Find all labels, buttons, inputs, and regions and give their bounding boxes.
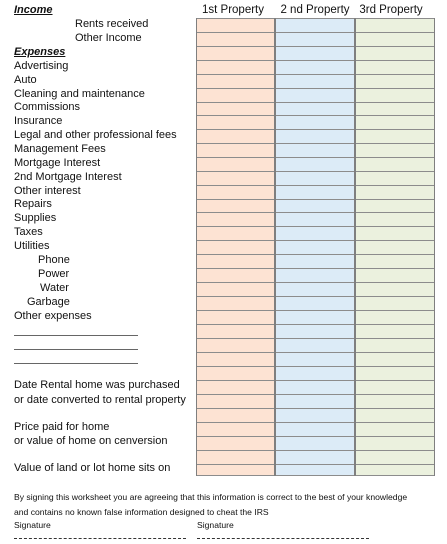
price-paid-label-2: or value of home on cenversion bbox=[14, 435, 168, 447]
grid-row-line bbox=[197, 171, 274, 172]
grid-row-line bbox=[197, 282, 274, 283]
grid-row-line bbox=[356, 310, 434, 311]
signature-line-left[interactable] bbox=[14, 538, 186, 539]
grid-row-line bbox=[356, 268, 434, 269]
expense-item: 2nd Mortgage Interest bbox=[14, 171, 122, 183]
grid-row-line bbox=[276, 185, 354, 186]
expense-item: Other interest bbox=[14, 185, 81, 197]
grid-row-line bbox=[276, 115, 354, 116]
expense-item: Management Fees bbox=[14, 143, 106, 155]
grid-row-line bbox=[197, 185, 274, 186]
grid-row-line bbox=[356, 394, 434, 395]
grid-row-line bbox=[276, 394, 354, 395]
grid-row-line bbox=[356, 254, 434, 255]
grid-row-line bbox=[197, 254, 274, 255]
grid-row-line bbox=[276, 157, 354, 158]
grid-row-line bbox=[276, 436, 354, 437]
grid-row-line bbox=[356, 199, 434, 200]
signature-line-right[interactable] bbox=[197, 538, 369, 539]
grid-row-line bbox=[356, 436, 434, 437]
grid-row-line bbox=[197, 450, 274, 451]
purchase-date-label: Date Rental home was purchased bbox=[14, 379, 180, 391]
expense-item: Auto bbox=[14, 74, 37, 86]
grid-row-line bbox=[276, 282, 354, 283]
grid-row-line bbox=[356, 212, 434, 213]
grid-row-line bbox=[356, 324, 434, 325]
grid-row-line bbox=[276, 450, 354, 451]
expense-item: Cleaning and maintenance bbox=[14, 88, 145, 100]
grid-row-line bbox=[197, 60, 274, 61]
grid-row-line bbox=[197, 157, 274, 158]
signature-label-right: Signature bbox=[197, 520, 234, 530]
grid-row-line bbox=[197, 352, 274, 353]
grid-row-line bbox=[276, 380, 354, 381]
grid-row-line bbox=[197, 380, 274, 381]
grid-row-line bbox=[276, 171, 354, 172]
grid-row-line bbox=[197, 436, 274, 437]
grid-row-line bbox=[356, 60, 434, 61]
grid-row-line bbox=[197, 475, 274, 476]
column-header-3: 3rd Property bbox=[359, 4, 423, 16]
grid-row-line bbox=[276, 143, 354, 144]
grid-row-line bbox=[356, 32, 434, 33]
signature-label-left: Signature bbox=[14, 520, 51, 530]
grid-row-line bbox=[276, 268, 354, 269]
purchase-date-label-2: or date converted to rental property bbox=[14, 394, 186, 406]
property-2-column[interactable] bbox=[275, 18, 355, 476]
grid-row-line bbox=[276, 324, 354, 325]
grid-row-line bbox=[356, 88, 434, 89]
grid-row-line bbox=[276, 129, 354, 130]
income-item: Rents received bbox=[75, 18, 149, 30]
grid-row-line bbox=[197, 102, 274, 103]
grid-row-line bbox=[276, 296, 354, 297]
grid-row-line bbox=[356, 282, 434, 283]
expense-item: Repairs bbox=[14, 198, 52, 210]
land-value-label: Value of land or lot home sits on bbox=[14, 462, 171, 474]
grid-row-line bbox=[356, 143, 434, 144]
grid-row-line bbox=[356, 366, 434, 367]
income-heading: Income bbox=[14, 4, 53, 16]
grid-row-line bbox=[197, 199, 274, 200]
expense-item: Taxes bbox=[14, 226, 43, 238]
grid-row-line bbox=[276, 310, 354, 311]
garbage-item: Garbage bbox=[27, 296, 70, 308]
grid-row-line bbox=[356, 18, 434, 19]
grid-row-line bbox=[276, 240, 354, 241]
utility-item: Phone bbox=[38, 254, 70, 266]
grid-row-line bbox=[276, 74, 354, 75]
blank-write-in-line[interactable] bbox=[14, 349, 138, 350]
grid-row-line bbox=[276, 60, 354, 61]
grid-row-line bbox=[356, 226, 434, 227]
grid-row-line bbox=[276, 88, 354, 89]
expenses-heading: Expenses bbox=[14, 46, 66, 58]
grid-row-line bbox=[356, 296, 434, 297]
grid-row-line bbox=[197, 32, 274, 33]
grid-row-line bbox=[276, 212, 354, 213]
grid-row-line bbox=[197, 18, 274, 19]
utility-item: Water bbox=[40, 282, 69, 294]
grid-row-line bbox=[276, 46, 354, 47]
agreement-text: By signing this worksheet you are agreeing that this information is correct to the best of your knowledge bbox=[14, 492, 408, 502]
grid-row-line bbox=[197, 366, 274, 367]
grid-row-line bbox=[356, 352, 434, 353]
expense-item: Supplies bbox=[14, 212, 57, 224]
grid-row-line bbox=[276, 254, 354, 255]
column-header-2: 2 nd Property bbox=[280, 4, 350, 16]
grid-row-line bbox=[276, 102, 354, 103]
grid-row-line bbox=[197, 226, 274, 227]
grid-row-line bbox=[356, 422, 434, 423]
expense-item: Legal and other professional fees bbox=[14, 129, 177, 141]
grid-row-line bbox=[356, 129, 434, 130]
expense-item: Commissions bbox=[14, 101, 81, 113]
grid-row-line bbox=[276, 352, 354, 353]
grid-row-line bbox=[197, 212, 274, 213]
property-1-column[interactable] bbox=[196, 18, 275, 476]
grid-row-line bbox=[197, 310, 274, 311]
expense-item: Mortgage Interest bbox=[14, 157, 101, 169]
expense-item: Advertising bbox=[14, 60, 69, 72]
price-paid-label: Price paid for home bbox=[14, 421, 110, 433]
grid-row-line bbox=[197, 268, 274, 269]
grid-row-line bbox=[356, 157, 434, 158]
grid-row-line bbox=[197, 338, 274, 339]
grid-row-line bbox=[356, 102, 434, 103]
grid-row-line bbox=[356, 115, 434, 116]
blank-write-in-line[interactable] bbox=[14, 363, 138, 364]
grid-row-line bbox=[356, 338, 434, 339]
grid-row-line bbox=[276, 338, 354, 339]
grid-row-line bbox=[276, 464, 354, 465]
grid-row-line bbox=[197, 240, 274, 241]
other-expenses-item: Other expenses bbox=[14, 310, 92, 322]
grid-row-line bbox=[197, 143, 274, 144]
grid-row-line bbox=[356, 464, 434, 465]
grid-row-line bbox=[276, 199, 354, 200]
grid-row-line bbox=[356, 475, 434, 476]
grid-row-line bbox=[197, 129, 274, 130]
grid-row-line bbox=[197, 422, 274, 423]
agreement-text-2: and contains no known false information designed to cheat the IRS bbox=[14, 507, 269, 517]
grid-row-line bbox=[356, 240, 434, 241]
grid-row-line bbox=[197, 74, 274, 75]
blank-write-in-line[interactable] bbox=[14, 335, 138, 336]
grid-row-line bbox=[356, 380, 434, 381]
grid-row-line bbox=[276, 422, 354, 423]
expense-item: Utilities bbox=[14, 240, 50, 252]
grid-row-line bbox=[356, 408, 434, 409]
grid-row-line bbox=[276, 408, 354, 409]
grid-row-line bbox=[276, 226, 354, 227]
grid-row-line bbox=[276, 366, 354, 367]
grid-row-line bbox=[197, 296, 274, 297]
grid-row-line bbox=[356, 74, 434, 75]
grid-row-line bbox=[197, 464, 274, 465]
grid-row-line bbox=[197, 408, 274, 409]
grid-row-line bbox=[197, 324, 274, 325]
expense-item: Insurance bbox=[14, 115, 63, 127]
grid-row-line bbox=[356, 185, 434, 186]
income-item: Other Income bbox=[75, 32, 142, 44]
grid-row-line bbox=[197, 115, 274, 116]
grid-row-line bbox=[197, 394, 274, 395]
grid-row-line bbox=[356, 450, 434, 451]
grid-row-line bbox=[276, 18, 354, 19]
grid-row-line bbox=[276, 475, 354, 476]
grid-row-line bbox=[197, 88, 274, 89]
grid-row-line bbox=[356, 46, 434, 47]
grid-row-line bbox=[197, 46, 274, 47]
grid-row-line bbox=[276, 32, 354, 33]
property-3-column[interactable] bbox=[355, 18, 435, 476]
grid-row-line bbox=[356, 171, 434, 172]
utility-item: Power bbox=[38, 268, 70, 280]
column-header-1: 1st Property bbox=[202, 4, 264, 16]
